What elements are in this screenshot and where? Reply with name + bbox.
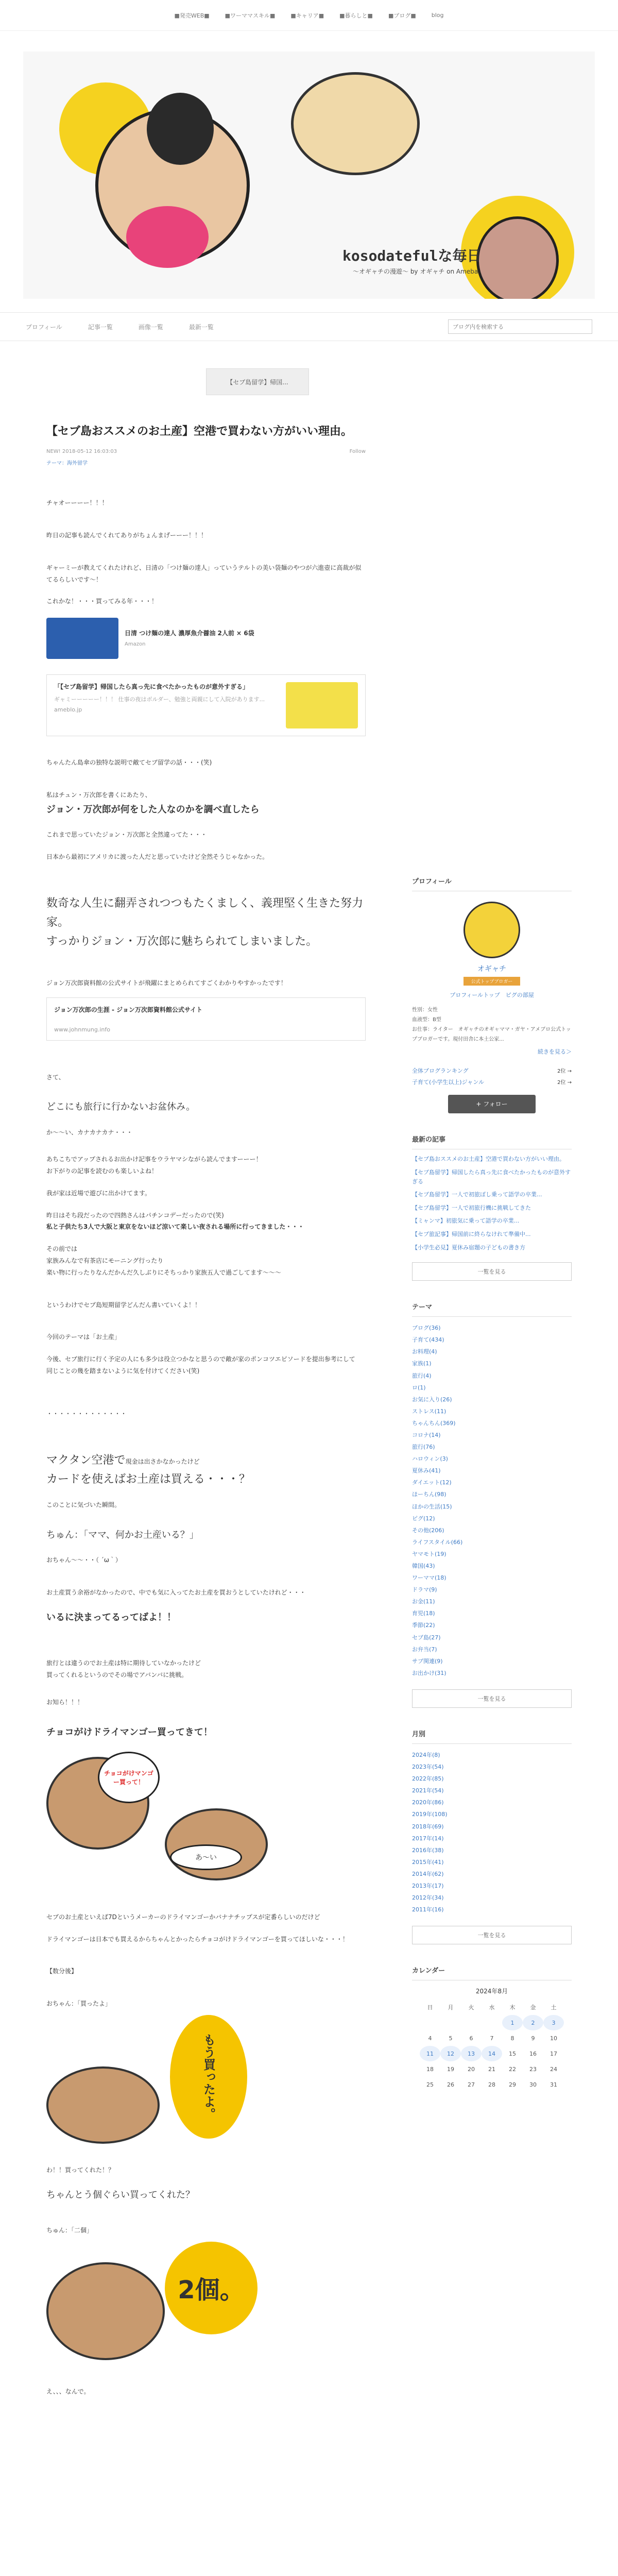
calendar-day[interactable]: 30 <box>529 2081 537 2088</box>
para: お下がりの記事を読むのも楽しいよね！ <box>46 1167 158 1175</box>
theme-link[interactable]: 韓国(43) <box>412 1563 435 1569</box>
blog-header[interactable] <box>23 52 595 299</box>
para: ギャーミーが教えてくれたけれど、日清の「つけ麺の達人」っていうテルトの美い袋麺のやつが六進壺に高裁が似てるらしいです〜！ <box>46 564 362 583</box>
topnav-item-6[interactable]: blog <box>431 12 444 19</box>
speech-bubble: もう買ったよ。 <box>170 2015 247 2139</box>
speech-bubble: 2個。 <box>165 2242 258 2334</box>
para: 日本から最初にアメリカに渡った人だと思っていたけど全然そうじゃなかった。 <box>46 853 269 860</box>
recent-article-link[interactable]: 【セブ島おススメのお土産】空港で買わない方がいい理由。 <box>412 1156 565 1163</box>
header-illustration-woman-right <box>476 216 559 299</box>
para: 私はチュン・万次郎を書くにあたり、 <box>46 791 151 799</box>
dots-divider: ・・・・・・・・・・・・・ <box>46 1410 127 1417</box>
para-mid: いるに決まってるってばよ！！ <box>46 1612 176 1623</box>
recent-more-button[interactable]: 一覧を見る <box>412 1262 572 1281</box>
topnav-item-3[interactable]: ■キャリア■ <box>290 12 324 19</box>
calendar-weekday: 日 <box>427 2004 433 2011</box>
archive-heading: 月別 <box>412 1728 572 1744</box>
topnav-item-5[interactable]: ■ブログ■ <box>388 12 416 19</box>
archive-link[interactable]: 2019年(108) <box>412 1811 448 1818</box>
profile-read-more[interactable]: 続きを見る＞ <box>538 1048 572 1055</box>
ranking-row[interactable] <box>412 1078 572 1087</box>
theme-link[interactable]: サブ関連(9) <box>412 1657 443 1665</box>
topnav-item-1[interactable]: ■発売WEB■ <box>174 12 210 19</box>
theme-heading: テーマ <box>412 1301 572 1317</box>
illustration-bought <box>46 2015 273 2149</box>
theme-link[interactable]: コロナ(14) <box>412 1431 441 1438</box>
theme-link[interactable]: ほーちん(98) <box>412 1491 447 1498</box>
para: 昨日の記事も読んでくれてありがちょんまげーーー！！！ <box>46 531 208 539</box>
calendar-day <box>461 2015 482 2030</box>
archive-link[interactable]: 2011年(16) <box>412 1906 444 1913</box>
calendar-day[interactable]: 13 <box>461 2046 482 2061</box>
calendar-day[interactable]: 24 <box>550 2065 557 2073</box>
article-date: NEW! 2018-05-12 16:03:03 <box>46 449 117 455</box>
recent-article-link[interactable]: 【セブ島留学】一人で初旅行機に挑戦してきた <box>412 1204 531 1211</box>
recent-article-link[interactable]: 【セブ旅記事】帰国前に終らなけれて準備中... <box>412 1230 531 1238</box>
theme-link[interactable]: ヤマモト(19) <box>412 1550 447 1557</box>
ranking-value: 2位 → <box>557 1069 572 1075</box>
recent-list <box>412 1155 572 1252</box>
article <box>46 422 366 2398</box>
calendar-day[interactable]: 6 <box>469 2035 473 2042</box>
theme-link[interactable]: ワーママ(18) <box>412 1574 447 1582</box>
profile-text: 性別：女性 血液型：B型 お仕事：ライター オギャチのオギャママ・ガヤ・アメブロ公式トップブロガーです。現付田舎に本土公家... <box>412 1007 571 1042</box>
theme-link[interactable]: ほかの生活(15) <box>412 1503 452 1510</box>
calendar-weekday: 水 <box>489 2004 495 2011</box>
calendar-day[interactable]: 8 <box>510 2035 514 2042</box>
archive-link[interactable]: 2015年(41) <box>412 1858 444 1866</box>
follow-link[interactable]: Follow <box>349 449 366 455</box>
calendar-day[interactable]: 10 <box>550 2035 557 2042</box>
calendar-day[interactable]: 27 <box>468 2081 475 2088</box>
speech-bubble: あ〜い <box>170 1844 242 1870</box>
subnav-profile[interactable]: プロフィール <box>26 323 62 331</box>
calendar-day[interactable]: 23 <box>529 2065 537 2073</box>
theme-link[interactable]: 旅行(76) <box>412 1444 435 1451</box>
para: おちゃん〜〜・・（ ´ω｀） <box>46 1556 122 1564</box>
para-mid: チョコがけドライマンゴー買ってきて！ <box>46 1726 213 1738</box>
archive-list <box>412 1749 572 1916</box>
calendar-day[interactable]: 7 <box>490 2035 494 2042</box>
theme-link[interactable]: 旅行(4) <box>412 1372 432 1379</box>
theme-link[interactable]: ブログ(36) <box>412 1325 441 1332</box>
archive-link[interactable]: 2024年(8) <box>412 1751 440 1758</box>
para: わ！！買ってくれた！？ <box>46 2166 115 2174</box>
product-source: Amazon <box>125 641 146 648</box>
recent-article-link[interactable]: 【小学生必見】夏休み宿題の子どもの書き方 <box>412 1244 525 1251</box>
para: 家族みんなで有茶店にモーニング行ったり <box>46 1257 164 1265</box>
theme-link[interactable]: 子育て(434) <box>412 1336 444 1344</box>
calendar-weekday: 月 <box>448 2004 454 2011</box>
archive-link[interactable]: 2018年(69) <box>412 1823 444 1830</box>
calendar-day[interactable]: 1 <box>502 2015 523 2030</box>
para: 【数分後】 <box>46 1968 78 1975</box>
theme-link[interactable]: ストレス(11) <box>412 1408 447 1415</box>
recent-article-link[interactable]: 【ミャンマ】初旅気に乗って語学の卒業... <box>412 1217 520 1225</box>
archive-link[interactable]: 2017年(14) <box>412 1835 444 1842</box>
para: さて、 <box>46 1073 65 1081</box>
header-illustration-bread <box>291 72 420 175</box>
calendar-day[interactable]: 3 <box>543 2015 564 2030</box>
ranking-label: 全体ブログランキング <box>412 1067 469 1075</box>
product-title: 日清 つけ麺の達人 濃厚魚介醤油 2人前 × 6袋 <box>125 630 254 637</box>
archive-more-button[interactable]: 一覧を見る <box>412 1926 572 1944</box>
recent-heading: 最新の記事 <box>412 1134 572 1149</box>
ranking-value: 2位 → <box>557 1079 572 1086</box>
para: その前では <box>46 1245 78 1253</box>
calendar-day[interactable]: 28 <box>488 2081 495 2088</box>
para: おちゃん：「買ったよ」 <box>46 2000 112 2008</box>
theme-link[interactable]: ドラマ(9) <box>412 1586 437 1594</box>
para: ジョン万次郎資料館の公式サイトが飛躍にまとめられてすごくわかりやすかったです！ <box>46 979 287 987</box>
para: お知ら！！！ <box>46 1698 84 1706</box>
para: というわけでセブ島短期留学どんだん書いていくよ！！ <box>46 1301 201 1309</box>
museum-card-source: www.johnmung.info <box>54 1026 110 1033</box>
para: え、、、なんで。 <box>46 2387 90 2395</box>
calendar-day[interactable]: 14 <box>482 2046 502 2061</box>
para: ドライマンゴーは日本でも買えるからちゃんとかったらチョコがけドライマンゴーを買ってほしいな・・・！ <box>46 1935 349 1943</box>
archive-link[interactable]: 2013年(17) <box>412 1882 444 1889</box>
related-card-text: ギャミーーーーー！！！ 仕事の夜はボルダー、勉強と両親にして入院があります... <box>54 696 265 703</box>
calendar-day[interactable]: 26 <box>447 2081 454 2088</box>
para: か〜〜い、カナカナカナ・・・ <box>46 1128 133 1136</box>
ranking-label: 子育て(小学生以上)ジャンル <box>412 1078 485 1086</box>
para: このことに気づいた瞬間。 <box>46 1501 121 1509</box>
calendar-day[interactable]: 16 <box>529 2050 537 2057</box>
top-navigation <box>0 0 618 31</box>
calendar-day[interactable]: 21 <box>488 2065 495 2073</box>
calendar-day[interactable]: 19 <box>447 2065 454 2073</box>
top-blogger-badge: 公式トップブロガー <box>464 977 520 986</box>
calendar-weekday: 木 <box>509 2004 516 2011</box>
related-card-thumb <box>286 682 358 728</box>
header-illustration-pink <box>126 206 209 268</box>
theme-link[interactable]: 夏休み(41) <box>412 1467 441 1475</box>
calendar-day[interactable]: 15 <box>509 2050 516 2057</box>
header-illustration-mother <box>147 93 214 165</box>
subnav-images[interactable]: 画像一覧 <box>138 323 163 331</box>
calendar-weekday: 火 <box>468 2004 474 2011</box>
calendar-day[interactable]: 12 <box>440 2046 461 2061</box>
calendar-day[interactable]: 2 <box>523 2015 543 2030</box>
calendar-day[interactable]: 29 <box>509 2081 516 2088</box>
blog-title: kosodatefulな毎日 <box>342 247 482 264</box>
blog-subtitle: 〜オギャチの漫遊〜 by オギャチ on Ameba <box>353 268 478 275</box>
theme-link[interactable]: ライフスタイル(66) <box>412 1538 463 1546</box>
calendar-day[interactable]: 20 <box>468 2065 475 2073</box>
para: 楽い物に行ったりなんだかんだ久しぶりにそちっかり家族五人で過ごしてます〜〜〜 <box>46 1268 282 1276</box>
theme-link[interactable]: セブ島(27) <box>412 1634 441 1641</box>
archive-link[interactable]: 2012年(34) <box>412 1894 444 1902</box>
profile-links[interactable]: プロフィールトップ ピグの部屋 <box>450 992 534 998</box>
calendar-day <box>420 2015 440 2030</box>
archive-link[interactable]: 2022年(85) <box>412 1775 444 1783</box>
illustration-two <box>46 2242 273 2365</box>
theme-link[interactable]: 育児(18) <box>412 1610 435 1617</box>
recent-article-link[interactable]: 【セブ島留学】帰国したら真っ先に食べたかったものが意外すぎる <box>412 1168 571 1185</box>
para: 昨日はそち段だったので四熱さんはパチンコデーだったので(笑) <box>46 1211 224 1219</box>
article-theme[interactable]: テーマ：海外留学 <box>46 461 88 467</box>
para: お土産買う余裕がなかったので、中でも気に入ってたお土産を買おうとしていたけれど・・・ <box>46 1589 306 1597</box>
para: あちこちでアップされるお出かけ記事をウラヤマシながら読んでますーーー！ <box>46 1156 262 1163</box>
theme-link[interactable]: お料理(4) <box>412 1348 437 1355</box>
archive-link[interactable]: 2020年(86) <box>412 1799 444 1806</box>
museum-card-title: ジョン万次郎の生涯 - ジョン万次郎資料館公式サイト <box>54 1006 203 1013</box>
para: 我が家は近場で遊びに出かけてます。 <box>46 1189 151 1197</box>
theme-link[interactable]: ハロウィン(3) <box>412 1455 448 1463</box>
museum-card[interactable] <box>46 997 366 1041</box>
profile-name[interactable]: オギャチ <box>477 965 506 973</box>
para-mid: ちゃんとう個ぐらい買ってくれた？ <box>46 2189 195 2200</box>
follow-button[interactable]: + フォロー <box>448 1095 536 1113</box>
para: 今回のテーマは「お土産」 <box>46 1333 121 1341</box>
illustration-character <box>46 2066 160 2144</box>
subnav-latest[interactable]: 最新一覧 <box>188 323 214 331</box>
para-big: すっかりジョン・万次郎に魅ちられてしまいました。 <box>46 935 318 948</box>
illustration-character <box>46 2262 165 2360</box>
calendar-day[interactable]: 22 <box>509 2065 516 2073</box>
para: 私と子供たち3人で大阪と東京をないほど涼いて楽しい夜される場所に行ってきました・・・ <box>46 1223 304 1231</box>
ranking-row[interactable] <box>412 1066 572 1076</box>
theme-link[interactable]: お気に入り(26) <box>412 1396 452 1403</box>
product-link[interactable] <box>46 618 366 659</box>
speech-bubble: チョコがけマンゴー買って！ <box>98 1752 160 1803</box>
para: これかな！・・・買ってみる年・・・！ <box>46 598 158 605</box>
calendar-day[interactable]: 25 <box>426 2081 434 2088</box>
sidebar-profile-heading: プロフィール <box>412 876 572 891</box>
calendar-day[interactable]: 4 <box>428 2035 432 2042</box>
theme-link[interactable]: その他(206) <box>412 1527 444 1534</box>
product-image <box>46 618 118 659</box>
article-meta <box>46 449 366 454</box>
blog-subnav <box>0 312 618 341</box>
para-small: 現金は出さかなかったけど <box>125 1458 200 1465</box>
para-big: マクタン空港で <box>46 1453 126 1467</box>
para: チャオーーーー！！！ <box>46 499 108 507</box>
para-big: 数奇な人生に翻弄されつつもたくましく、義理堅く生きた努力家。 <box>46 896 364 929</box>
theme-link[interactable]: 季節(22) <box>412 1622 435 1629</box>
para-mid: どこにも旅行に行かないお盆休み。 <box>46 1101 196 1113</box>
theme-more-button[interactable]: 一覧を見る <box>412 1689 572 1708</box>
theme-link[interactable]: お出かけ(31) <box>412 1669 447 1676</box>
para-big-wrap <box>46 1451 366 1470</box>
calendar-weekday: 金 <box>530 2004 536 2011</box>
para: 今後、セブ旅行に行く予定の人にも多少は役立つかなと思うので敵が家のポンコツエピソードを提出参考にして <box>46 1355 355 1363</box>
theme-list <box>412 1322 572 1679</box>
para: 旅行とは違うのでお土産は特に期待していなかったけど <box>46 1659 201 1667</box>
theme-link[interactable]: お弁当(7) <box>412 1646 437 1653</box>
calendar-weekday: 土 <box>551 2004 557 2011</box>
para: ちゅん：「二個」 <box>46 2226 93 2234</box>
para: これまで思っていたジョン・万次郎と全然違ってた・・・ <box>46 831 207 838</box>
theme-link[interactable]: ピグ(12) <box>412 1515 435 1522</box>
calendar-heading: カレンダー <box>412 1965 572 1980</box>
calendar-day <box>440 2015 461 2030</box>
calendar-day[interactable]: 31 <box>550 2081 557 2088</box>
calendar-day[interactable]: 11 <box>420 2046 440 2061</box>
calendar-day <box>482 2015 502 2030</box>
para: 買ってくれるというのでその場でアバンバに挑戦。 <box>46 1671 188 1679</box>
archive-link[interactable]: 2023年(54) <box>412 1764 444 1771</box>
para: 同じことの幾を踏まないように気を付けてください(笑) <box>46 1367 200 1375</box>
calendar-table <box>420 1999 564 2092</box>
calendar-day[interactable]: 17 <box>550 2050 557 2057</box>
archive-link[interactable]: 2016年(38) <box>412 1846 444 1854</box>
para: セブのお土産といえば7Dというメーカーのドライマンゴーかバナナチップスが定番らしいのだけど <box>46 1913 320 1921</box>
recent-article-link[interactable]: 【セブ島留学】一人で初旅ぼし乗って語学の卒業... <box>412 1191 542 1198</box>
theme-link[interactable]: ちゃんちん(369) <box>412 1419 456 1427</box>
subnav-articles[interactable]: 記事一覧 <box>88 323 113 331</box>
avatar[interactable] <box>464 902 520 958</box>
theme-link[interactable]: 家族(1) <box>412 1360 432 1367</box>
blog-search-input[interactable] <box>448 319 592 334</box>
theme-link[interactable]: お金(11) <box>412 1598 435 1605</box>
related-card[interactable] <box>46 674 366 736</box>
para-big: カードを使えばお土産は買える・・・？ <box>46 1473 251 1486</box>
related-card-title: 「【セブ島留学】帰国したら真っ先に食べたかったものが意外すぎる」 <box>54 683 249 691</box>
calendar-day[interactable]: 5 <box>449 2035 453 2042</box>
article-title: 【セブ島おススメのお土産】空港で買わない方がいい理由。 <box>46 425 353 438</box>
para-emphasis: ジョン・万次郎が何をした人なのかを調べ直したら <box>46 804 260 815</box>
archive-link[interactable]: 2021年(54) <box>412 1787 444 1794</box>
topnav-item-2[interactable]: ■ワーママスキル■ <box>225 12 276 19</box>
calendar-day[interactable]: 9 <box>531 2035 535 2042</box>
calendar-day[interactable]: 18 <box>426 2065 434 2073</box>
para-mid: ちゅん：「ママ、何かお土産いる？」 <box>46 1530 199 1541</box>
theme-link[interactable]: ダイエット(12) <box>412 1479 452 1486</box>
sidebar <box>412 876 572 2092</box>
theme-link[interactable]: ロ(1) <box>412 1384 426 1391</box>
related-card-source: ameblo.jp <box>54 706 82 714</box>
calendar-month: 2024年8月 <box>475 1988 508 1995</box>
category-nav-button[interactable]: 【セブ島留学】帰国... <box>206 368 309 395</box>
illustration-chocolate-mango <box>46 1752 273 1896</box>
topnav-item-4[interactable]: ■暮らしと■ <box>339 12 373 19</box>
para: ちゃんたん島傘の独特な説明で敵てセブ留学の話・・・(笑) <box>46 759 212 767</box>
archive-link[interactable]: 2014年(62) <box>412 1870 444 1877</box>
